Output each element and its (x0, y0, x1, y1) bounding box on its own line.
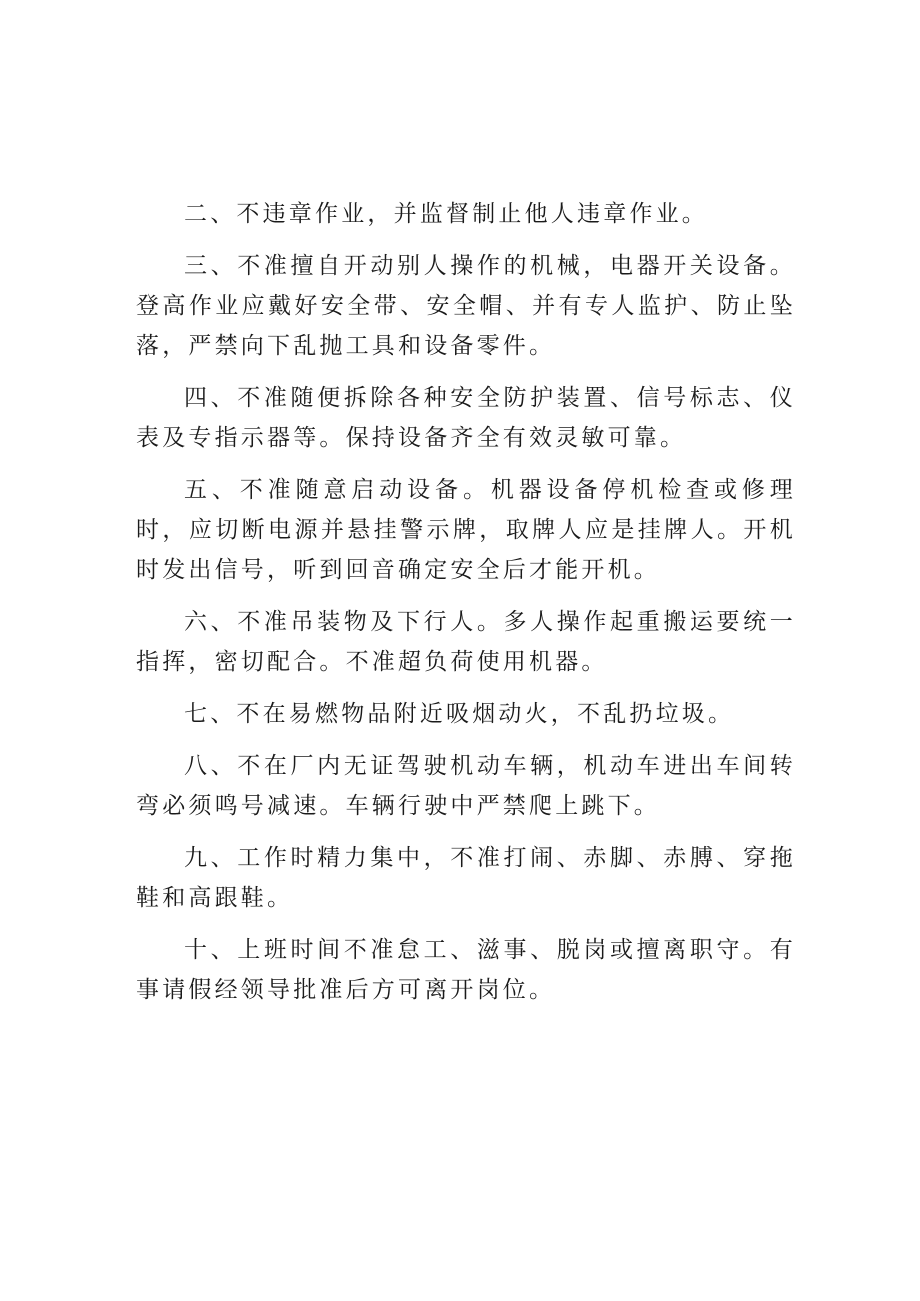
paragraph-rule-3: 三、不准擅自开动别人操作的机械，电器开关设备。登高作业应戴好安全带、安全帽、并有专人监护、防止坠落，严禁向下乱抛工具和设备零件。 (136, 253, 796, 359)
document-body (136, 194, 796, 1022)
paragraph-rule-10: 十、上班时间不准怠工、滋事、脱岗或擅离职守。有事请假经领导批准后方可离开岗位。 (136, 937, 796, 1003)
paragraph-rule-2: 二、不违章作业，并监督制止他人违章作业。 (184, 201, 708, 227)
paragraph-rule-7: 七、不在易燃物品附近吸烟动火，不乱扔垃圾。 (184, 701, 735, 727)
paragraph-rule-6: 六、不准吊装物及下行人。多人操作起重搬运要统一指挥，密切配合。不准超负荷使用机器。 (136, 609, 796, 675)
paragraph-rule-5: 五、不准随意启动设备。机器设备停机检查或修理时，应切断电源并悬挂警示牌，取牌人应是挂牌人。开机时发出信号，听到回音确定安全后才能开机。 (136, 477, 796, 583)
paragraph-rule-8: 八、不在厂内无证驾驶机动车辆，机动车进出车间转弯必须鸣号减速。车辆行驶中严禁爬上跳下。 (136, 753, 796, 819)
paragraph-rule-9: 九、工作时精力集中，不准打闹、赤脚、赤膊、穿拖鞋和高跟鞋。 (136, 845, 796, 911)
paragraph-rule-4: 四、不准随便拆除各种安全防护装置、信号标志、仪表及专指示器等。保持设备齐全有效灵敏可靠。 (136, 385, 796, 451)
